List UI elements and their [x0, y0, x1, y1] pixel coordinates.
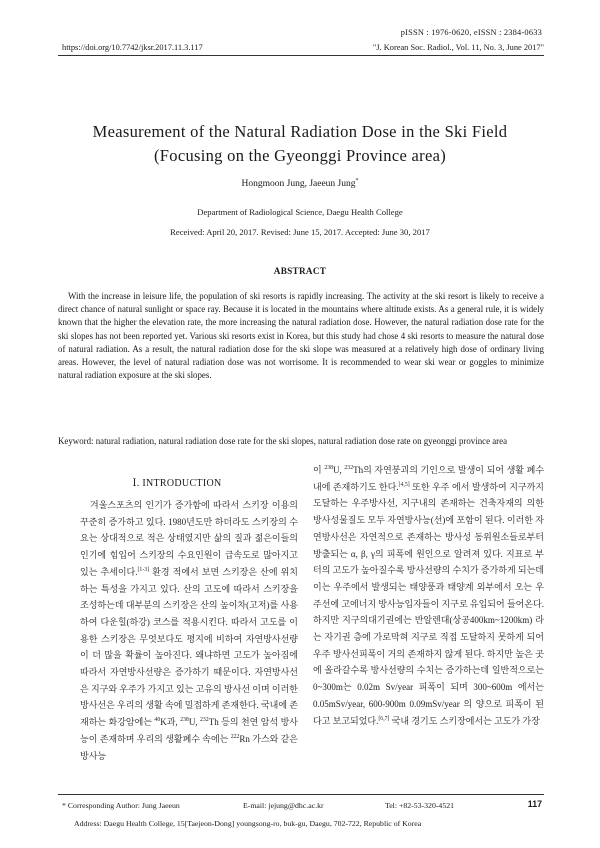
- citation: [1-3]: [137, 566, 150, 573]
- citation: [6,7]: [378, 715, 390, 722]
- isotope-superscript: 222: [230, 733, 240, 740]
- author-names: Hongmoon Jung, Jaeeun Jung: [241, 179, 356, 189]
- submission-dates: Received: April 20, 2017. Revised: June 15, 2017. Accepted: June 30, 2017: [170, 227, 430, 237]
- text-run: U,: [333, 465, 345, 475]
- text-run: 겨울스포츠의 인기가 증가함에 따라서 스키장 이용의 꾸준히 증가하고 있다. 1980년도만 하더라도 스키장의 수요는 상대적으로 적은 상태였지만 삶의 질과 젊은이들의 인기에 힘입어 스키장의 수요인원이 급속도로 많아지고 있는 추세이다.: [80, 500, 298, 577]
- footer-rule: [58, 794, 544, 795]
- text-run: 국내 경기도 스키장에서는 고도가 가장: [389, 715, 540, 726]
- author-list: [0, 179, 600, 189]
- affiliation: Department of Radiological Science, Daegu Health College: [197, 207, 403, 217]
- text-run: Rn 가스와 같은 방사능: [80, 733, 298, 761]
- text-run: U,: [188, 717, 200, 728]
- corresponding-author: * Corresponding Author: Jung Jaeeun: [62, 801, 180, 810]
- paper-title: [0, 120, 600, 168]
- text-run: Th의 자연붕괴의 기인으로 발생이 되어 생활 폐수 내에 존재하기도 한다.: [313, 465, 545, 492]
- isotope-superscript: 238: [180, 717, 189, 724]
- text-run: K과,: [160, 717, 181, 728]
- corresponding-mark: *: [355, 178, 359, 184]
- isotope-superscript: 232: [344, 465, 354, 471]
- header-rule: [58, 55, 544, 56]
- isotope-superscript: 238: [324, 465, 334, 471]
- abstract-text: With the increase in leisure life, the population of ski resorts is rapidly increasing. The activity at the ski resort is likely to receive a direct chance of natural sunlight or space ray. Because it is located in the mountains where altitude exists. As a general rule, it is widely known that the higher the elevation rate, the more increasing the natural radiation dose. However, the natural radiation dose rate for the ski slopes has not been reported yet. Various ski resorts exist in Korea, but this study had chose 4 ski resorts to measure the natural dose of natural radiation. As a result, the natural radiation dose for the ski slope was measured at a relatively high dose of ordinary living areas. However, the level of natural radiation dose was not worrisome. It is recommended to wear ski wear or goggles to minimize natural radiation exposure at the ski slopes.: [58, 291, 544, 381]
- author-phone: Tel: +82-53-320-4521: [385, 801, 455, 810]
- body-column-left: [80, 497, 298, 764]
- citation: [4,5]: [398, 481, 410, 488]
- author-address: Address: Daegu Health College, 15[Taejeon-Dong] youngsong-ro, buk-gu, Daegu, 702-722, Republic of Korea: [74, 819, 422, 828]
- doi-link[interactable]: https://doi.org/10.7742/jksr.2017.11.3.117: [62, 43, 203, 52]
- page-number: 117: [527, 799, 542, 809]
- body-column-right: [313, 462, 544, 729]
- keywords: Keyword: natural radiation, natural radiation dose rate for the ski slopes, natural radiation dose rate on gyeonggi province area: [58, 436, 508, 446]
- text-run: 환경 적에서 보면 스키장은 산에 위치하는 특성을 가지고 있다. 산의 고도에 따라서 스키장을 조성하는데 대부분의 스키장은 산의 높이차(고저)를 사용하여 다운힐(하강) 코스를 적용시킨다. 따라서 고도를 이용한 스키장은 무엇보다도 평지에 비하여 자연방사선량이 더 많을 확률이 높아진다. 왜냐하면 고도가 높아짐에 따라서 자연방사선량은 증가하기 때문이다. 자연방사선은 지구와 우주가 가지고 있는 고유의 방사선 이며 이러한 방사선은 우리의 생활 속에 밀접하게 존재한다. 국내에 존재하는 화강암에는: [80, 566, 298, 728]
- isotope-superscript: 232: [200, 717, 209, 724]
- text-run: 또한 우주 에서 발생하여 지구까지 도달하는 우주방사선, 지구내의 존재하는 건축자재의 의한 방사성물질도 모두 자연방사능(선)에 포함이 된다. 이러한 자연방사선은 자연적으로 존재하는 방사성 동위원소들로부터 방출되는 α, β, γ의 피폭에 원인으로 알려져 있다. 지표로 부터의 고도가 높아질수록 방사선량의 수치가 증가하게 되는데 이는 우주에서 발생되는 태양풍과 태양계 외부에서 오는 우주선에 고에너지 방사능입자들이 지구로 유입되어 들어온다. 하지만 지구의대기권에는 반알렌대(상공400km~1200km) 라는 자기권 층에 가로막혀 지구로 직접 도달하지 못하게 되어 우주 방사선피폭이 거의 존재하지 않게 된다. 하지만 높은 곳에 올라갈수록 방사선량의 수치는 증가하는데 일반적으로는 0~300m는 0.02m Sv/year 피폭이 되며 300~600m 에서는 0.05mSv/year, 600-900m 0.09mSv/year 의 양으로 피폭이 된다고 보고되었다.: [313, 481, 544, 726]
- title-line-1: Measurement of the Natural Radiation Dose in the Ski Field: [92, 122, 508, 141]
- section-heading-introduction: Ⅰ. INTRODUCTION: [132, 478, 222, 489]
- issn-line: pISSN : 1976-0620, eISSN : 2384-0633: [400, 28, 542, 37]
- abstract-heading: ABSTRACT: [273, 266, 327, 276]
- text-run: Th 등의 천연 암석 방사능이 존재하며 우리의 생활폐수 속에는: [80, 717, 298, 744]
- journal-citation: "J. Korean Soc. Radiol., Vol. 11, No. 3, June 2017": [372, 43, 544, 52]
- isotope-superscript: 40: [154, 717, 161, 724]
- author-email[interactable]: E-mail: jejung@dhc.ac.kr: [243, 801, 324, 810]
- text-run: 이: [313, 465, 325, 475]
- title-line-2: (Focusing on the Gyeonggi Province area): [154, 146, 446, 165]
